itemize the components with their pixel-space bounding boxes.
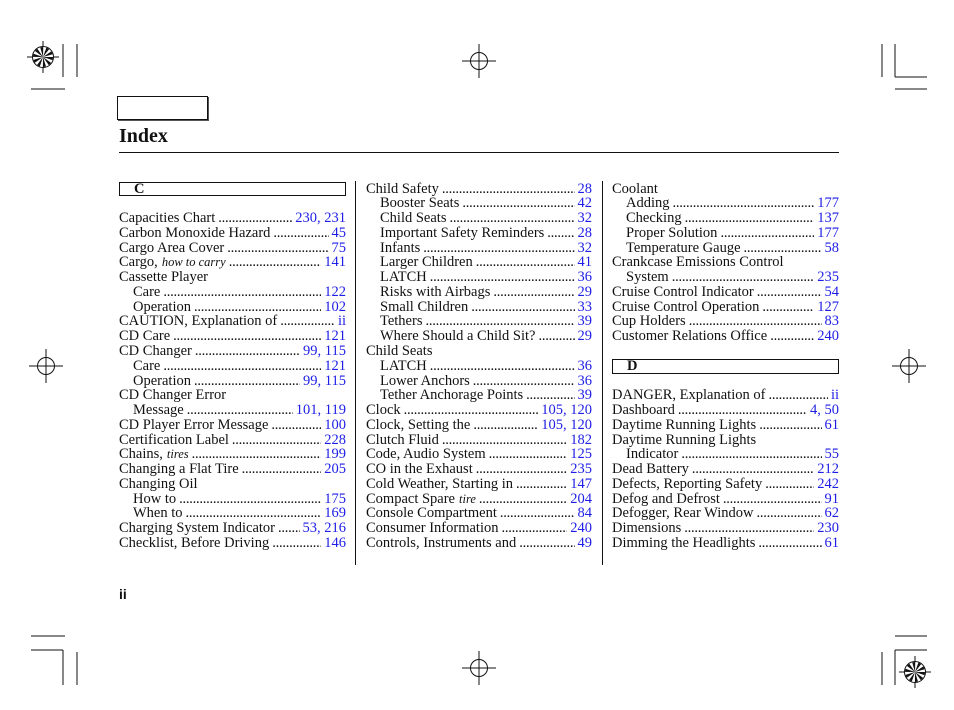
index-entry: [119, 388, 346, 403]
entry-label: LATCH: [380, 269, 427, 286]
entry-label: Clutch Fluid: [366, 431, 439, 448]
dot-leader: [502, 521, 568, 536]
entry-label: Crankcase Emissions Control: [612, 254, 784, 271]
index-column-3: [612, 182, 839, 551]
page-reference-link[interactable]: 122: [324, 283, 346, 300]
index-subentry: [366, 388, 592, 403]
entry-label: Charging System Indicator: [119, 520, 275, 537]
page-reference-link[interactable]: 49: [577, 534, 592, 551]
dot-leader: [519, 536, 574, 551]
entry-label: Tethers: [380, 313, 423, 330]
index-entry: [366, 418, 592, 433]
entry-label: Operation: [133, 298, 191, 315]
entry-label: Cruise Control Indicator: [612, 283, 754, 300]
page-reference-link[interactable]: 75: [331, 239, 346, 256]
index-entry: [119, 255, 346, 270]
dot-leader: [723, 492, 822, 507]
entry-label: Lower Anchors: [380, 372, 470, 389]
page-reference-link[interactable]: 58: [824, 239, 839, 256]
dot-leader: [678, 403, 807, 418]
index-entry: [366, 182, 592, 197]
entry-label: Cargo,: [119, 254, 158, 271]
entry-label: Defects, Reporting Safety: [612, 475, 763, 492]
entry-label: Console Compartment: [366, 505, 497, 522]
index-subentry: [366, 359, 592, 374]
dot-leader: [273, 226, 328, 241]
entry-label: Daytime Running Lights: [612, 431, 757, 448]
entry-label: Dead Battery: [612, 461, 689, 478]
dot-leader: [471, 300, 574, 315]
index-entry: [612, 388, 839, 403]
dot-leader: [218, 211, 292, 226]
index-entry: [612, 418, 839, 433]
index-subentry: [612, 211, 839, 226]
crosshair-top-center: [462, 44, 496, 78]
index-subentry: [366, 241, 592, 256]
index-entry: [612, 433, 839, 448]
letter-heading: C: [134, 180, 145, 197]
page-reference-link[interactable]: 41: [577, 254, 592, 271]
page-reference-link[interactable]: 62: [824, 505, 839, 522]
dot-leader: [462, 196, 574, 211]
dot-leader: [232, 433, 321, 448]
entry-label: Small Children: [380, 298, 469, 315]
entry-label: CD Changer Error: [119, 387, 227, 404]
entry-label: CD Changer: [119, 343, 192, 360]
page-reference-link[interactable]: 235: [570, 461, 592, 478]
dot-leader: [692, 462, 814, 477]
index-subentry: [119, 492, 346, 507]
entry-label: Cassette Player: [119, 269, 208, 286]
entry-label: Child Safety: [366, 180, 439, 197]
index-entry: [119, 521, 346, 536]
dot-leader: [423, 241, 574, 256]
entry-label: LATCH: [380, 357, 427, 374]
dot-leader: [194, 300, 321, 315]
entry-note: how to carry: [161, 255, 226, 270]
crosshair-bottom-center: [462, 651, 496, 685]
page-reference-link[interactable]: 4, 50: [810, 402, 839, 419]
dot-leader: [768, 388, 828, 403]
index-entry: [366, 521, 592, 536]
entry-label: Larger Children: [380, 254, 473, 271]
index-subentry: [119, 300, 346, 315]
crosshair-right-middle: [892, 349, 926, 383]
index-subentry: [366, 285, 592, 300]
entry-label: Checklist, Before Driving: [119, 534, 270, 551]
dot-leader: [526, 388, 574, 403]
page-reference-link[interactable]: 121: [324, 328, 346, 345]
entry-label: Defogger, Rear Window: [612, 505, 754, 522]
dot-leader: [757, 285, 822, 300]
dot-leader: [442, 433, 567, 448]
index-entry: [612, 314, 839, 329]
index-entry: [119, 433, 346, 448]
entry-label: Dashboard: [612, 402, 675, 419]
page-reference-link[interactable]: 102: [324, 298, 346, 315]
index-entry: [119, 536, 346, 551]
page-reference-link[interactable]: 33: [577, 298, 592, 315]
page-reference-link[interactable]: 204: [570, 490, 592, 507]
entry-label: Cold Weather, Starting in: [366, 475, 513, 492]
index-entry: [612, 462, 839, 477]
crosshair-left-middle: [29, 349, 63, 383]
index-entry: [366, 403, 592, 418]
index-entry: [119, 447, 346, 462]
index-subentry: [612, 270, 839, 285]
index-entry: [612, 182, 839, 197]
dot-leader: [684, 521, 814, 536]
dot-leader: [227, 241, 328, 256]
entry-label: Certification Label: [119, 431, 229, 448]
title-rule: [119, 152, 839, 153]
page-reference-link[interactable]: 205: [324, 461, 346, 478]
dot-leader: [473, 418, 538, 433]
page-reference-link[interactable]: 177: [817, 224, 839, 241]
entry-label: Code, Audio System: [366, 446, 486, 463]
page-reference-link[interactable]: 177: [817, 195, 839, 212]
entry-label: Dimensions: [612, 520, 682, 537]
entry-label: Checking: [626, 210, 682, 227]
index-entry: [612, 536, 839, 551]
index-entry: [612, 285, 839, 300]
entry-label: Child Seats: [380, 210, 447, 227]
page-reference-link[interactable]: 230: [817, 520, 839, 537]
index-subentry: [612, 241, 839, 256]
dot-leader: [720, 226, 814, 241]
dot-leader: [271, 418, 321, 433]
dot-leader: [194, 374, 300, 389]
index-subentry: [119, 285, 346, 300]
index-subentry: [366, 329, 592, 344]
entry-label: Carbon Monoxide Hazard: [119, 224, 271, 241]
index-subentry: [612, 196, 839, 211]
dot-leader: [476, 462, 568, 477]
entry-label: Dimming the Headlights: [612, 534, 756, 551]
dot-leader: [163, 359, 321, 374]
dot-leader: [479, 492, 567, 507]
index-entry: [119, 270, 346, 285]
page-reference-link[interactable]: 240: [817, 328, 839, 345]
index-subentry: [119, 374, 346, 389]
entry-label: CD Care: [119, 328, 171, 345]
page-reference-link[interactable]: 100: [324, 416, 346, 433]
dot-leader: [187, 403, 293, 418]
section-tab-box: [117, 96, 208, 120]
dot-leader: [173, 329, 321, 344]
index-entry: [119, 314, 346, 329]
entry-label: Risks with Airbags: [380, 283, 491, 300]
entry-label: Child Seats: [366, 343, 433, 360]
page-reference-link[interactable]: 42: [577, 195, 592, 212]
index-entry: [366, 447, 592, 462]
dot-leader: [430, 359, 575, 374]
page-reference-link[interactable]: 212: [817, 461, 839, 478]
letter-header-c: [119, 182, 346, 197]
page-reference-link[interactable]: 228: [324, 431, 346, 448]
column-divider: [602, 181, 603, 565]
page-reference-link[interactable]: 45: [331, 224, 346, 241]
entry-label: Consumer Information: [366, 520, 499, 537]
page-reference-link[interactable]: 127: [817, 298, 839, 315]
index-subentry: [612, 226, 839, 241]
page-reference-link[interactable]: 28: [577, 180, 592, 197]
dot-leader: [681, 447, 821, 462]
index-subentry: [366, 255, 592, 270]
entry-label: How to: [133, 490, 177, 507]
dot-leader: [242, 462, 322, 477]
page-reference-link[interactable]: 240: [570, 520, 592, 537]
index-entry: [366, 492, 592, 507]
entry-label: Important Safety Reminders: [380, 224, 545, 241]
page-reference-link[interactable]: 32: [577, 239, 592, 256]
page-reference-link[interactable]: 39: [577, 387, 592, 404]
entry-label: System: [626, 269, 669, 286]
index-entry: [612, 492, 839, 507]
dot-leader: [186, 506, 322, 521]
dot-leader: [689, 314, 822, 329]
dot-leader: [500, 506, 575, 521]
entry-label: Changing Oil: [119, 475, 198, 492]
entry-label: Cup Holders: [612, 313, 686, 330]
entry-label: Chains,: [119, 446, 163, 463]
dot-leader: [179, 492, 321, 507]
dot-leader: [272, 536, 321, 551]
entry-label: Clock, Setting the: [366, 416, 471, 433]
entry-label: Infants: [380, 239, 421, 256]
index-entry: [119, 226, 346, 241]
entry-label: Changing a Flat Tire: [119, 461, 239, 478]
page-reference-link[interactable]: 39: [577, 313, 592, 330]
dot-leader: [163, 285, 321, 300]
index-entry: [612, 403, 839, 418]
index-subentry: [366, 196, 592, 211]
page-reference-link[interactable]: 61: [824, 416, 839, 433]
entry-label: CD Player Error Message: [119, 416, 269, 433]
entry-label: Controls, Instruments and: [366, 534, 517, 551]
entry-note: tires: [166, 447, 189, 462]
index-column-2: [366, 182, 592, 551]
index-entry: [366, 506, 592, 521]
dot-leader: [493, 285, 574, 300]
index-subentry: [612, 447, 839, 462]
page-reference-link[interactable]: 55: [824, 446, 839, 463]
index-entry: [612, 300, 839, 315]
page-reference-link[interactable]: 53, 216: [302, 520, 346, 537]
index-subentry: [366, 314, 592, 329]
page-reference-link[interactable]: 235: [817, 269, 839, 286]
crop-marks-bottom-left: [31, 636, 77, 685]
entry-label: Temperature Gauge: [626, 239, 741, 256]
index-subentry: [366, 270, 592, 285]
entry-label: Adding: [626, 195, 670, 212]
index-entry: [119, 418, 346, 433]
dot-leader: [538, 329, 574, 344]
entry-label: Care: [133, 283, 161, 300]
page-folio: ii: [119, 586, 127, 602]
entry-label: CAUTION, Explanation of: [119, 313, 278, 330]
index-entry: [119, 477, 346, 492]
index-subentry: [366, 300, 592, 315]
entry-label: Coolant: [612, 180, 658, 197]
dot-leader: [489, 447, 568, 462]
page-reference-link[interactable]: 182: [570, 431, 592, 448]
dot-leader: [278, 521, 300, 536]
index-entry: [366, 344, 592, 359]
dot-leader: [280, 314, 335, 329]
dot-leader: [757, 506, 822, 521]
entry-label: Clock: [366, 402, 401, 419]
entry-label: Operation: [133, 372, 191, 389]
entry-label: Defog and Defrost: [612, 490, 720, 507]
page-reference-link[interactable]: 36: [577, 372, 592, 389]
page-reference-link[interactable]: 29: [577, 283, 592, 300]
page-reference-link[interactable]: 61: [824, 534, 839, 551]
page-reference-link[interactable]: 169: [324, 505, 346, 522]
index-entry: [612, 329, 839, 344]
index-entry: [119, 462, 346, 477]
dot-leader: [516, 477, 567, 492]
entry-label: When to: [133, 505, 183, 522]
page-reference-link[interactable]: 125: [570, 446, 592, 463]
page-reference-link[interactable]: 137: [817, 210, 839, 227]
page-reference-link[interactable]: 36: [577, 357, 592, 374]
crop-marks-top-right: [882, 44, 927, 89]
index-entry: [612, 521, 839, 536]
page-reference-link[interactable]: 141: [324, 254, 346, 271]
dot-leader: [547, 226, 574, 241]
page-reference-link[interactable]: 91: [824, 490, 839, 507]
entry-label: Indicator: [626, 446, 679, 463]
index-entry: [366, 477, 592, 492]
letter-header-d: [612, 359, 839, 374]
page-reference-link[interactable]: 105, 120: [541, 402, 592, 419]
dot-leader: [473, 374, 575, 389]
page-reference-link[interactable]: 146: [324, 534, 346, 551]
page-reference-link[interactable]: 199: [324, 446, 346, 463]
entry-label: Tether Anchorage Points: [380, 387, 524, 404]
index-entry: [366, 536, 592, 551]
entry-label: Cargo Area Cover: [119, 239, 225, 256]
entry-label: Cruise Control Operation: [612, 298, 760, 315]
page-reference-link[interactable]: ii: [337, 313, 346, 330]
page-reference-link[interactable]: 147: [570, 475, 592, 492]
index-column-1: [119, 182, 346, 551]
page-reference-link[interactable]: 105, 120: [541, 416, 592, 433]
index-subentry: [366, 226, 592, 241]
page-reference-link[interactable]: 83: [824, 313, 839, 330]
page-reference-link[interactable]: 99, 115: [303, 343, 346, 360]
dot-leader: [744, 241, 822, 256]
entry-label: Message: [133, 402, 184, 419]
page-reference-link[interactable]: 99, 115: [303, 372, 346, 389]
entry-label: Capacities Chart: [119, 210, 216, 227]
dot-leader: [192, 447, 322, 462]
dot-leader: [449, 211, 574, 226]
page-title: Index: [119, 125, 168, 147]
registration-target-bottom-right: [899, 656, 931, 688]
index-entry: [119, 344, 346, 359]
dot-leader: [430, 270, 575, 285]
index-entry: [612, 477, 839, 492]
page-reference-link[interactable]: 121: [324, 357, 346, 374]
entry-label: Booster Seats: [380, 195, 460, 212]
page-reference-link[interactable]: 28: [577, 224, 592, 241]
entry-note: tire: [459, 491, 476, 506]
dot-leader: [673, 196, 815, 211]
index-entry: [119, 211, 346, 226]
index-entry: [366, 462, 592, 477]
index-entry: [366, 433, 592, 448]
dot-leader: [770, 329, 814, 344]
page-reference-link[interactable]: 242: [817, 475, 839, 492]
page-reference-link[interactable]: 32: [577, 210, 592, 227]
index-entry: [119, 241, 346, 256]
entry-label: CO in the Exhaust: [366, 461, 473, 478]
letter-heading: D: [627, 357, 638, 374]
column-divider: [355, 181, 356, 565]
page-reference-link[interactable]: 84: [577, 505, 592, 522]
page-reference-link[interactable]: 29: [577, 328, 592, 345]
entry-label: Care: [133, 357, 161, 374]
dot-leader: [685, 211, 815, 226]
index-subentry: [366, 211, 592, 226]
entry-label: Customer Relations Office: [612, 328, 768, 345]
dot-leader: [759, 418, 821, 433]
page-reference-link[interactable]: ii: [830, 387, 839, 404]
dot-leader: [229, 255, 322, 270]
page-reference-link[interactable]: 101, 119: [295, 402, 346, 419]
index-entry: [612, 255, 839, 270]
entry-label: DANGER, Explanation of: [612, 387, 766, 404]
dot-leader: [425, 314, 574, 329]
index-subentry: [119, 403, 346, 418]
dot-leader: [672, 270, 815, 285]
index-subentry: [119, 359, 346, 374]
entry-label: Proper Solution: [626, 224, 718, 241]
dot-leader: [442, 182, 575, 197]
page-reference-link[interactable]: 175: [324, 490, 346, 507]
page-reference-link[interactable]: 36: [577, 269, 592, 286]
dot-leader: [758, 536, 821, 551]
entry-label: Compact Spare: [366, 490, 455, 507]
entry-label: Daytime Running Lights: [612, 416, 757, 433]
dot-leader: [476, 255, 575, 270]
dot-leader: [404, 403, 539, 418]
dot-leader: [762, 300, 814, 315]
page-reference-link[interactable]: 54: [824, 283, 839, 300]
dot-leader: [765, 477, 814, 492]
index-subentry: [119, 506, 346, 521]
index-subentry: [366, 374, 592, 389]
entry-label: Where Should a Child Sit?: [380, 328, 536, 345]
registration-target-top-left: [27, 41, 59, 73]
dot-leader: [195, 344, 300, 359]
index-entry: [612, 506, 839, 521]
page-reference-link[interactable]: 230, 231: [295, 210, 346, 227]
index-entry: [119, 329, 346, 344]
